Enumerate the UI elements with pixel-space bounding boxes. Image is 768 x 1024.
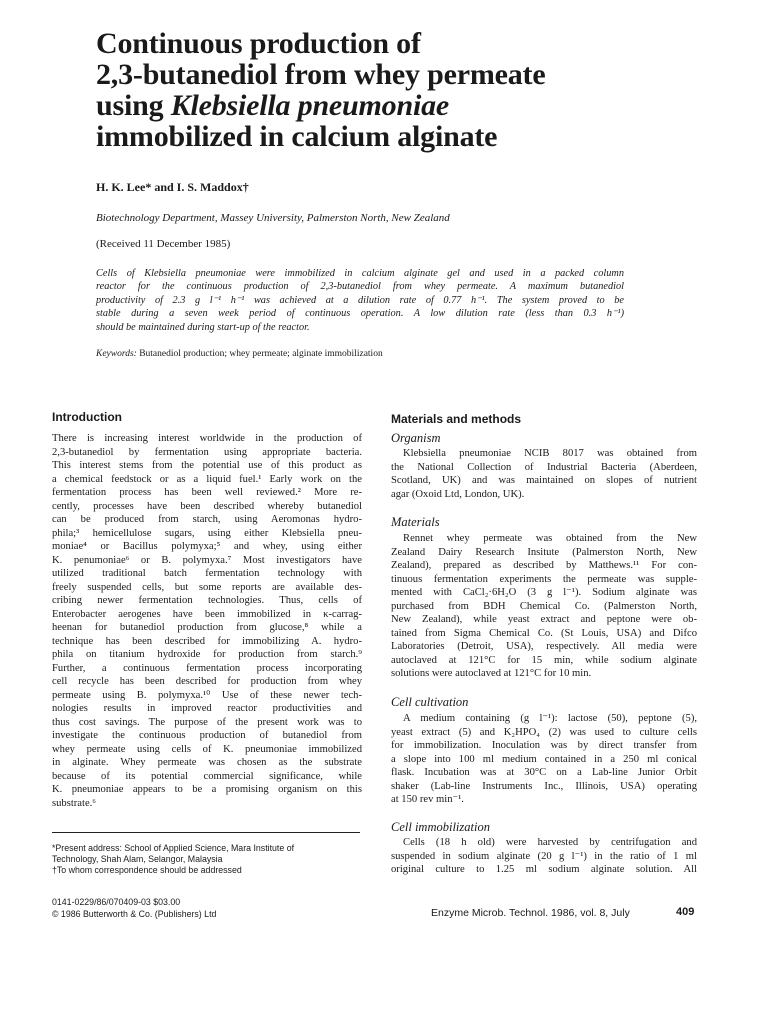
text-line: original culture to 1.25 ml sodium alginate solution. All [391, 864, 697, 875]
keywords [96, 349, 383, 359]
text-line: permeate using B. polymyxa.¹⁰ Use of these newer tech- [52, 689, 362, 701]
keywords-text: Butanediol production; whey permeate; alginate immobilization [136, 349, 383, 359]
text-line: phila on titanium hydroxide for production from starch.⁹ [52, 649, 362, 660]
text-line: at 150 rev min⁻¹. [391, 794, 464, 805]
footnote-line: *Present address: School of Applied Science, Mara Institute of [52, 843, 295, 853]
text-line: Zealand Dairy Research Insitute (Palmerston North, New [391, 546, 697, 558]
text-line: can be produced from starch, using Aeromonas hydro- [52, 514, 362, 525]
text-line: Klebsiella pneumoniae NCIB 8017 was obtained from [403, 448, 697, 459]
text-line: suspended in sodium alginate (20 g l⁻¹) in the ratio of 1 ml [391, 850, 697, 862]
text-line: investigate the continuous production of butanediol from [52, 730, 362, 741]
text-line: nologies results in improved reactor productivities and [52, 703, 362, 714]
abstract-line: productivity of 2.3 g l⁻¹ h⁻¹ was achieved at a dilution rate of 0.77 h⁻¹. The system proved to be [96, 294, 624, 306]
copyright-block [52, 897, 216, 920]
article-title [96, 28, 656, 152]
text-line: Further, a continuous fermentation process incorporating [52, 662, 362, 674]
immobilization-body [391, 836, 697, 877]
text-line: There is increasing interest worldwide in the production of [52, 433, 362, 444]
title-prefix: using [96, 89, 171, 122]
text-line: a slope into 100 ml medium contained in a 250 ml conical [391, 753, 697, 765]
text-line: solutions were autoclaved at 121°C for 10 min. [391, 668, 592, 679]
text-line: tinuous fermentation experiments the permeate was supple- [391, 573, 697, 585]
text-line: K. pneumoniae appears to be a promising organism on this [52, 784, 362, 795]
organism-body [391, 447, 697, 501]
text-line: K. penumoniae⁶ or B. polymyxa.⁷ Most investigators have [52, 554, 362, 566]
footnote-line: Technology, Shah Alam, Selangor, Malaysia [52, 854, 223, 864]
affiliation: Biotechnology Department, Massey University, Palmerston North, New Zealand [96, 212, 450, 224]
text-line: thus cost savings. The purpose of the present work was to [52, 716, 362, 728]
subheading-organism: Organism [391, 431, 441, 445]
text-line: fermentation process has been well reviewed.² More re- [52, 487, 362, 498]
title-line [96, 90, 656, 121]
text-line: cently, processes have been described whereby butanediol [52, 500, 362, 512]
title-line: Continuous production of [96, 27, 421, 60]
text-line: A medium containing (g l⁻¹): lactose (50), peptone (5), [403, 713, 697, 724]
text-line: a chemical feedstock or as a liquid fuel.¹ Early work on the [52, 473, 362, 485]
text-line: in alginate. Whey permeate was chosen as the substrate [52, 757, 362, 768]
footnote-line: †To whom correspondence should be addressed [52, 865, 242, 875]
section-heading-materials-methods: Materials and methods [391, 412, 522, 426]
text-line: Cells (18 h old) were harvested by centrifugation and [403, 837, 697, 848]
issn-line: 0141-0229/86/070409-03 $03.00 [52, 897, 181, 907]
text-line: Laboratories (Detroit, USA), respectively. All media were [391, 641, 697, 652]
text-line: technique has been described for immobilizing A. hydro- [52, 635, 362, 647]
introduction-body [52, 432, 362, 810]
text-line: utilized traditional batch fermentation technology with [52, 568, 362, 579]
page-number: 409 [676, 906, 695, 918]
cultivation-body [391, 712, 697, 807]
materials-body [391, 532, 697, 681]
abstract-line: should be maintained during start-up of the reactor. [96, 321, 310, 333]
footnotes [52, 843, 372, 876]
title-line: immobilized in calcium alginate [96, 120, 498, 153]
title-line: 2,3-butanediol from whey permeate [96, 58, 546, 91]
text-line: flask. Incubation was at 30°C on a Lab-line Junior Orbit [391, 767, 697, 778]
text-line: Rennet whey permeate was obtained from the New [403, 533, 697, 544]
text-line: New Zealand), while yeast extract and peptone were ob- [391, 614, 697, 625]
text-line: purchased from BDH Chemical Co. (Palmerston North, [391, 600, 697, 612]
text-line: agar (Oxoid Ltd, London, UK). [391, 488, 525, 500]
text-line: heenan for butanediol production from glucose,⁸ while a [52, 622, 362, 633]
keywords-label: Keywords: [96, 349, 137, 359]
copyright-line: © 1986 Butterworth & Co. (Publishers) Ltd [52, 908, 217, 919]
received-date: (Received 11 December 1985) [96, 238, 231, 250]
text-line: 2,3-butanediol by fermentation using appropriate bacteria. [52, 446, 362, 458]
text-line: because of its potential commercial significance, while [52, 770, 362, 782]
authors: H. K. Lee* and I. S. Maddox† [96, 180, 249, 194]
abstract [96, 267, 624, 334]
text-line: the National Collection of Industrial Bacteria (Aberdeen, [391, 461, 697, 473]
text-line: tained from Sigma Chemical Co. (St Louis, USA) and Difco [391, 627, 697, 639]
text-line: cell recycle has been described for production from whey [52, 676, 362, 687]
text-line: freely suspended cells, but some reports are available des- [52, 581, 362, 593]
subheading-cell-immobilization: Cell immobilization [391, 820, 490, 834]
subheading-materials: Materials [391, 515, 440, 529]
abstract-line: stable during a seven week period of continuous operation. A low dilution rate (less than 0.3 h⁻¹) [96, 308, 624, 320]
footnote-divider [52, 832, 360, 833]
text-line: yeast extract (5) and K₂HPO₄ (2) was used to culture cells [391, 726, 697, 738]
abstract-line: Cells of Klebsiella pneumoniae were immobilized in calcium alginate gel and used in a packed column [96, 268, 624, 279]
title-organism: Klebsiella pneumoniae [170, 89, 449, 122]
text-line: mented with CaCl₂·6H₂O (3 g l⁻¹). Sodium alginate was [391, 587, 697, 598]
text-line: autoclaved at 121°C for 15 min, while sodium alginate [391, 654, 697, 666]
text-line: moniae⁴ or Bacillus polymyxa;⁵ and whey, using either [52, 541, 362, 552]
text-line: Enterobacter aerogenes have been immobilized in κ-carrag- [52, 608, 362, 620]
text-line: Scotland, UK) and was maintained on slopes of nutrient [391, 475, 697, 486]
journal-citation: Enzyme Microb. Technol. 1986, vol. 8, July [431, 907, 630, 919]
text-line: shaker (Lab-line Instruments Inc., Illinois, USA) operating [391, 780, 697, 792]
text-line: Zealand), prepared as described by Matthews.¹¹ For con- [391, 560, 697, 571]
section-heading-introduction: Introduction [52, 410, 122, 424]
text-line: cribing newer fermentation technologies. Thus, cells of [52, 595, 362, 606]
text-line: substrate.⁶ [52, 797, 96, 809]
text-line: phila;³ hemicellulose sugars, using either Klebsiella pneu- [52, 527, 362, 539]
text-line: This interest stems from the potential use of this product as [52, 460, 362, 471]
subheading-cell-cultivation: Cell cultivation [391, 695, 469, 709]
text-line: whey permeate using cells of K. pneumoniae immobilized [52, 743, 362, 755]
abstract-line: reactor for the continuous production of 2,3-butanediol from whey permeate. A maximum butanediol [96, 281, 624, 293]
text-line: for immobilization. Inoculation was by direct transfer from [391, 740, 697, 751]
